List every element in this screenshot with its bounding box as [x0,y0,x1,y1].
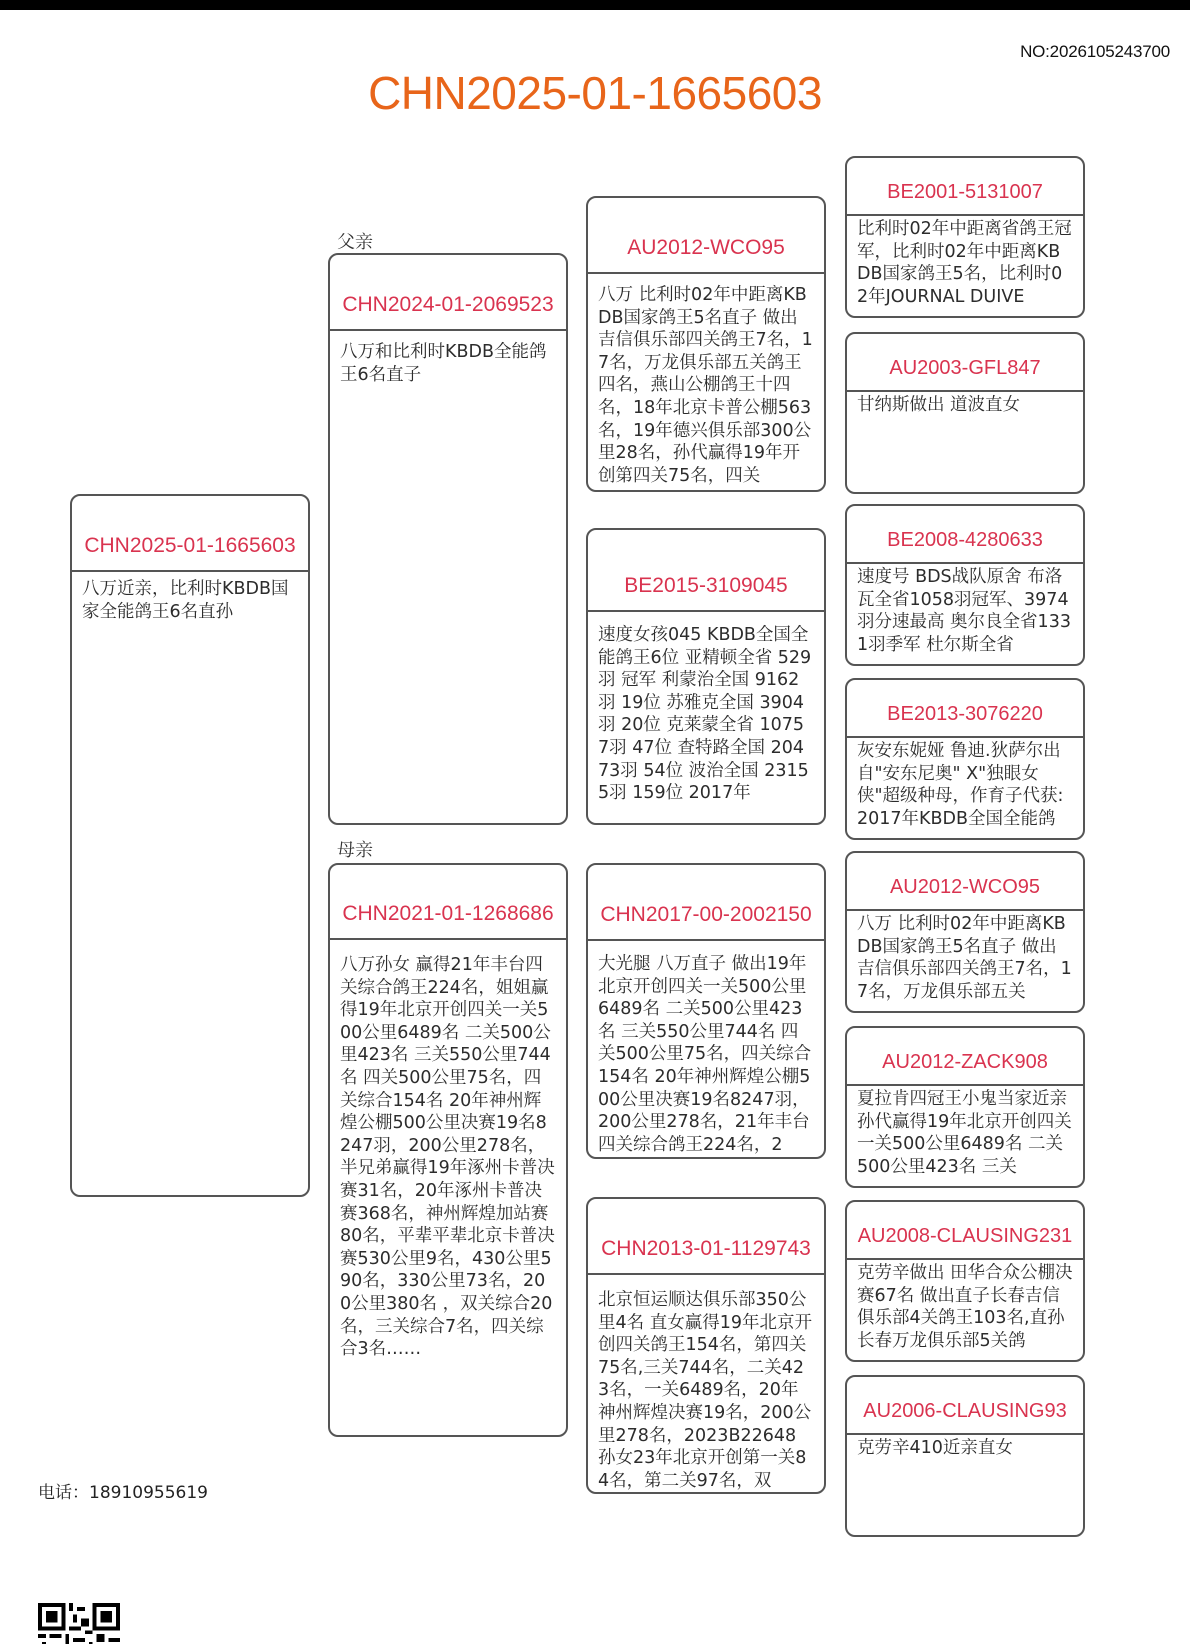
sire-card [328,253,568,825]
great-grandparent-card [845,1200,1085,1362]
father-label: 父亲 [337,232,373,253]
great-grandparent-ring: AU2012-ZACK908 [847,1028,1083,1086]
great-grandparent-card [845,1026,1085,1188]
page-title: CHN2025-01-1665603 [368,67,822,119]
subject-ring: CHN2025-01-1665603 [72,496,308,572]
great-grandparent-notes: 八万 比利时02年中距离KBDB国家鸽王5名直子 做出吉信俱乐部四关鸽王7名，17名，万龙俱乐部五关 [857,914,1072,1002]
subject-notes: 八万近亲，比利时KBDB国家全能鸽王6名直孙 [82,579,289,622]
dam-notes: 八万孙女 赢得21年丰台四关综合鸽王224名，姐姐赢得19年北京开创四关一关500公里6489名 二关500公里423名 三关550公里744名 四关500公里75名，四关综合154名 20年神州辉煌公棚500公里决赛19名8247羽，200公里278名， 半兄弟赢得19年涿州卡普决赛31名，20年涿州卡普决赛368名，神州辉煌加站赛80名，平辈平辈北京卡普决赛530公里9名，430公里590名，330公里73名，200公里380名 ，双关综合20名，三关综合7名，四关综合3名…… [340,955,555,1360]
grandparent-ring: CHN2013-01-1129743 [588,1199,824,1275]
grandparent-notes: 速度女孩045 KBDB全国全能鸽王6位 亚精顿全省 529羽 冠军 利蒙治全国 9162羽 19位 苏雅克全国 3904羽 20位 克莱蒙全省 10757羽 47位 查特路全国 20473羽 54位 波治全国 23155羽 159位 2017年 [598,625,812,804]
great-grandparent-ring: AU2012-WCO95 [847,853,1083,911]
grandparent-card [586,196,826,492]
grandparent-notes: 北京恒运顺达俱乐部350公里4名 直女赢得19年北京开创四关鸽王154名，第四关75名,三关744名，二关423名，一关6489名，20年神州辉煌决赛19名，200公里278名，2023B22648 孙女23年北京开创第一关84名，第二关97名，双 [598,1290,812,1491]
great-grandparent-ring: AU2006-CLAUSING93 [847,1377,1083,1435]
great-grandparent-ring: BE2001-5131007 [847,158,1083,216]
grandparent-ring: BE2015-3109045 [588,530,824,612]
top-bar [0,0,1190,10]
great-grandparent-notes: 甘纳斯做出 道波直女 [857,395,1021,415]
subject-card [70,494,310,1197]
great-grandparent-ring: BE2013-3076220 [847,680,1083,738]
grandparent-card [586,1197,826,1494]
grandparent-notes: 大光腿 八万直子 做出19年北京开创四关一关500公里6489名 二关500公里423名 三关550公里744名 四关500公里75名，四关综合154名 20年神州辉煌公棚500公里决赛19名8247羽，200公里278名，21年丰台四关综合鸽王224名，2 [598,954,812,1155]
grandparent-notes: 八万 比利时02年中距离KBDB国家鸽王5名直子 做出吉信俱乐部四关鸽王7名，17名，万龙俱乐部五关鸽王四名，燕山公棚鸽王十四名，18年北京卡普公棚563名，19年德兴俱乐部300公里28名，孙代赢得19年开创第四关75名，四关 [598,285,813,486]
great-grandparent-notes: 克劳辛做出 田华合众公棚决赛67名 做出直子长春吉信俱乐部4关鸽王103名,直孙长春万龙俱乐部5关鸽 [857,1263,1073,1351]
dam-ring: CHN2021-01-1268686 [330,865,566,940]
phone-number: 电话：18910955619 [38,1483,208,1503]
great-grandparent-card [845,332,1085,494]
qr-code-icon [38,1603,120,1644]
great-grandparent-notes: 速度号 BDS战队原舍 布洛瓦全省1058羽冠军、3974羽分速最高 奥尔良全省1331羽季军 杜尔斯全省 [857,567,1071,655]
great-grandparent-notes: 克劳辛410近亲直女 [857,1438,1013,1458]
grandparent-ring: AU2012-WCO95 [588,198,824,274]
grandparent-card [586,528,826,825]
grandparent-ring: CHN2017-00-2002150 [588,865,824,941]
great-grandparent-ring: BE2008-4280633 [847,506,1083,564]
grandparent-card [586,863,826,1159]
sire-notes: 八万和比利时KBDB全能鸽王6名直子 [340,342,547,385]
great-grandparent-ring: AU2003-GFL847 [847,334,1083,392]
great-grandparent-card [845,851,1085,1013]
great-grandparent-notes: 比利时02年中距离省鸽王冠军，比利时02年中距离KBDB国家鸽王5名，比利时02年JOURNAL DUIVE [857,219,1072,307]
great-grandparent-card [845,678,1085,840]
great-grandparent-ring: AU2008-CLAUSING231 [847,1202,1083,1260]
great-grandparent-card [845,504,1085,666]
sire-ring: CHN2024-01-2069523 [330,255,566,331]
great-grandparent-notes: 夏拉肯四冠王小鬼当家近亲 孙代赢得19年北京开创四关一关500公里6489名 二关500公里423名 三关 [857,1089,1072,1177]
great-grandparent-card [845,156,1085,318]
document-number: NO:2026105243700 [1020,42,1170,61]
dam-card [328,863,568,1437]
great-grandparent-card [845,1375,1085,1537]
great-grandparent-notes: 灰安东妮娅 鲁迪.狄萨尔出自"安东尼奥" X"独眼女侠"超级种母，作育子代获:2017年KBDB全国全能鸽 [857,741,1064,829]
mother-label: 母亲 [337,840,373,861]
